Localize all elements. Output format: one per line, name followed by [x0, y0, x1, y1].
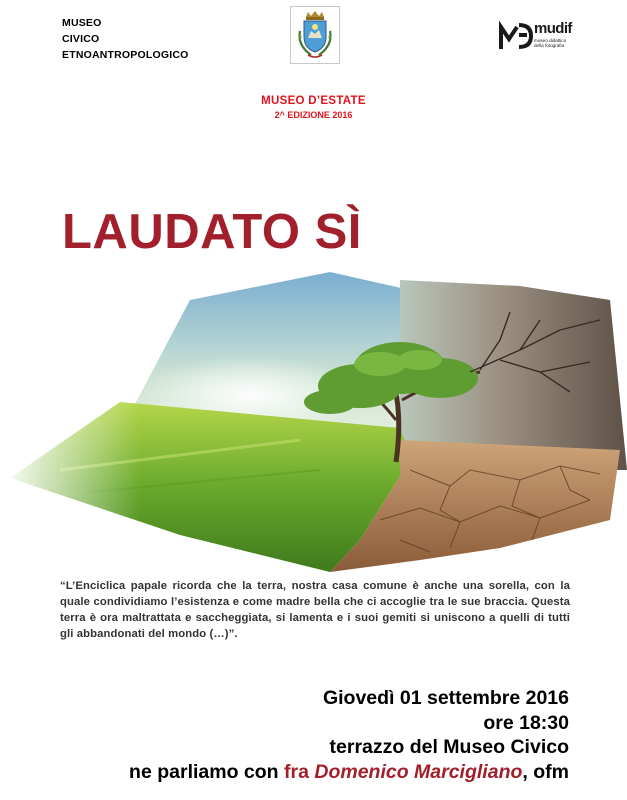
encyclical-quote: “L’Enciclica papale ricorda che la terra, nostra casa comune è anche una sorella, con la quale condividiamo l’esistenza e come madre bella che ci accoglie tra le sue braccia. Questa terra è ora maltrattata e saccheggiata, si lamenta e i suoi gemiti si uniscono a quelli di tutti gli abbandonati del mondo (…)”.	[60, 580, 570, 640]
speaker-prefix: ne parliamo con	[129, 760, 284, 783]
municipal-crest-logo	[290, 6, 340, 64]
crest-icon	[291, 7, 339, 63]
event-date: Giovedì 01 settembre 2016	[322, 687, 569, 709]
mudif-mark-icon	[499, 21, 533, 51]
event-series-title: MUSEO D’ESTATE	[261, 95, 366, 107]
museum-name-line: CIVICO	[62, 33, 100, 45]
speaker-name: Domenico Marcigliano	[314, 760, 523, 783]
event-details	[129, 686, 569, 784]
event-venue: terrazzo del Museo Civico	[329, 736, 569, 758]
mudif-subtitle-line: museo didattico	[534, 38, 567, 43]
museum-name-line: MUSEO	[62, 17, 102, 29]
edition-label: 2^ EDIZIONE 2016	[274, 110, 353, 120]
speaker-line	[129, 760, 569, 785]
speaker-title: fra	[284, 760, 315, 783]
museum-name-line: ETNOANTROPOLOGICO	[62, 49, 189, 61]
mudif-logo-subtitle	[534, 38, 566, 48]
green-vs-drought-landscape-image	[0, 262, 627, 572]
mudif-logo	[499, 19, 579, 53]
mudif-subtitle-line: della fotografia	[534, 43, 565, 48]
event-time: ore 18:30	[483, 711, 569, 734]
museum-name	[62, 15, 188, 63]
speaker-suffix: , ofm	[522, 760, 569, 783]
hero-illustration	[0, 262, 627, 572]
event-title: LAUDATO SÌ	[62, 205, 362, 259]
mudif-logo-text: mudif	[534, 20, 572, 37]
